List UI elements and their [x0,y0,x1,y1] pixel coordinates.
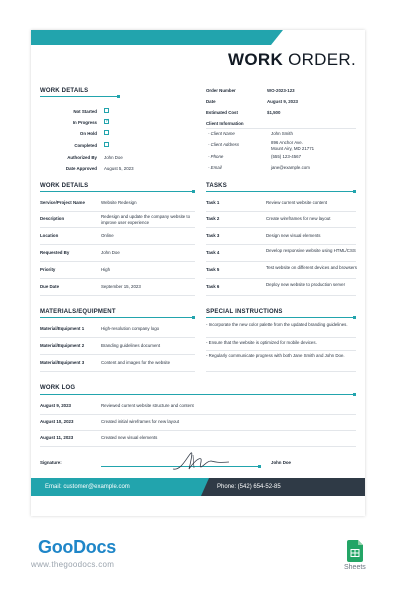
task-value: Design new visual elements [266,233,321,238]
work-detail-value: Redesign and update the company website to improve user experience [101,214,191,225]
in-progress-checkbox[interactable] [104,119,109,124]
work-order-sheet [31,30,365,516]
table-row-divider [206,244,356,245]
table-row-divider [40,244,195,245]
work-detail-label: Service/Project Name [40,200,85,205]
phone-value: (555) 123-4567 [271,154,302,159]
goodocs-url[interactable]: www.thegoodocs.com [31,560,115,569]
work-details-title: WORK DETAILS [40,183,89,189]
completed-checkbox[interactable] [104,142,109,147]
work-log-title: WORK LOG [40,385,76,391]
footer-bar [31,478,365,496]
phone-label: - Phone [208,154,224,159]
work-detail-value: Online [101,233,114,238]
task-label: Task 3 [206,233,220,238]
work-detail-value: September 15, 2023 [101,284,141,289]
document-title [228,50,356,70]
client-info-divider [206,128,356,129]
work-log-entry: Reviewed current website structure and content [101,403,194,408]
header-accent-bar [31,30,271,45]
completed-label: Completed [74,143,97,148]
special-instruction-item: - Regularly communicate progress with both Jane Smith and John Doe. [206,353,345,358]
work-log-entry: Created initial wireframes for new layout [101,419,180,424]
table-row-divider [40,354,195,355]
list-divider [206,350,356,351]
table-row-divider [40,371,195,372]
material-label: Material/Equipment 3 [40,360,85,365]
authorized-by-label: Authorized By [67,155,97,160]
work-log-entry: Created new visual elements [101,435,158,440]
client-info-label: Client Information [206,121,244,126]
material-value: Content and images for the website [101,360,171,365]
work-detail-label: Priority [40,267,56,272]
email-label: - Email [208,165,222,170]
work-log-date: August 9, 2023 [40,403,71,408]
table-row-divider [40,337,195,338]
work-log-date: August 10, 2023 [40,419,74,424]
date-approved-label: Date Approved [65,166,97,171]
table-row-divider [40,211,195,212]
special-instructions-rule [206,317,356,318]
work-detail-value: John Doe [101,250,120,255]
date-label: Date [206,99,216,104]
task-value: Test website on different devices and browsers [266,265,357,270]
client-address-label: - Client Address [208,142,240,147]
signature-label: Signature: [40,460,62,465]
material-label: Material/Equipment 1 [40,326,85,331]
work-log-rule [40,394,356,395]
not-started-checkbox[interactable] [104,108,109,113]
task-value: Review current website content [266,200,328,205]
table-row-divider [40,227,195,228]
order-number-value: WO-2023-123 [267,88,295,93]
client-address-line2: Mount Airy, MD 21771 [271,145,315,151]
table-row-divider [206,227,356,228]
list-divider [206,371,356,372]
estimated-cost-value: $1,500 [267,110,281,115]
table-row-divider [40,446,356,447]
materials-title: MATERIALS/EQUIPMENT [40,309,116,315]
in-progress-label: In Progress [72,120,97,125]
client-name-label: - Client Name [208,131,235,136]
list-divider [206,337,356,338]
work-detail-value: High [101,267,111,272]
table-row-divider [40,295,195,296]
footer-email[interactable]: Email: customer@example.com [45,483,130,490]
table-row-divider [40,414,356,415]
table-row-divider [206,278,356,279]
tasks-rule [206,191,356,192]
special-instruction-item: - Ensure that the website is optimized for mobile devices. [206,340,317,345]
materials-rule [40,317,195,318]
task-label: Task 2 [206,216,220,221]
task-label: Task 1 [206,200,220,205]
material-value: Branding guidelines document [101,343,161,348]
on-hold-checkbox[interactable] [104,130,109,135]
title-bold: WORK [228,50,284,69]
special-instructions-title: SPECIAL INSTRUCTIONS [206,309,283,315]
google-sheets-icon[interactable] [347,540,363,562]
special-instruction-item: - Incorporate the new color palette from the updated branding guidelines. [206,322,348,327]
table-row-divider [206,261,356,262]
work-log-date: August 11, 2023 [40,435,74,440]
date-approved-value: August 5, 2023 [104,166,134,171]
tasks-title: TASKS [206,183,227,189]
not-started-label: Not Started [73,109,97,114]
work-detail-label: Requested By [40,250,70,255]
table-row-divider [40,430,356,431]
table-row-divider [206,211,356,212]
client-name-value: John Smith [271,131,293,136]
task-label: Task 5 [206,267,220,272]
table-row-divider [40,278,195,279]
email-value: jane@example.com [271,165,310,170]
status-section-title: WORK DETAILS [40,88,89,94]
work-details-rule [40,191,195,192]
goodocs-logo[interactable]: GooDocs [38,537,116,557]
table-row-divider [206,295,356,296]
material-value: High-resolution company logo [101,326,160,331]
task-value: Deploy new website to production server [266,282,346,287]
material-label: Material/Equipment 2 [40,343,85,348]
estimated-cost-label: Estimated Cost [206,110,238,115]
work-detail-label: Location [40,233,59,238]
task-value: Develop responsive website using HTML/CSS [266,248,356,253]
client-address-line1: 896 Anchor Ave. [271,140,303,145]
authorized-by-value: John Doe [104,155,123,160]
task-label: Task 6 [206,284,220,289]
work-detail-label: Description [40,216,65,221]
signature-name: John Doe [271,460,292,465]
signature-mark [171,449,231,473]
work-detail-value: Website Redesign [101,200,137,205]
task-label: Task 4 [206,250,220,255]
order-number-label: Order Number [206,88,236,93]
sheets-label: Sheets [344,564,366,571]
title-rest: ORDER. [283,50,356,69]
status-section-rule [40,96,120,97]
table-row-divider [40,261,195,262]
on-hold-label: On Hold [79,131,97,136]
task-value: Create wireframes for new layout [266,216,331,221]
date-value: August 9, 2023 [267,99,298,104]
footer-phone: Phone: (542) 654-52-85 [217,483,281,490]
work-detail-label: Due Date [40,284,60,289]
